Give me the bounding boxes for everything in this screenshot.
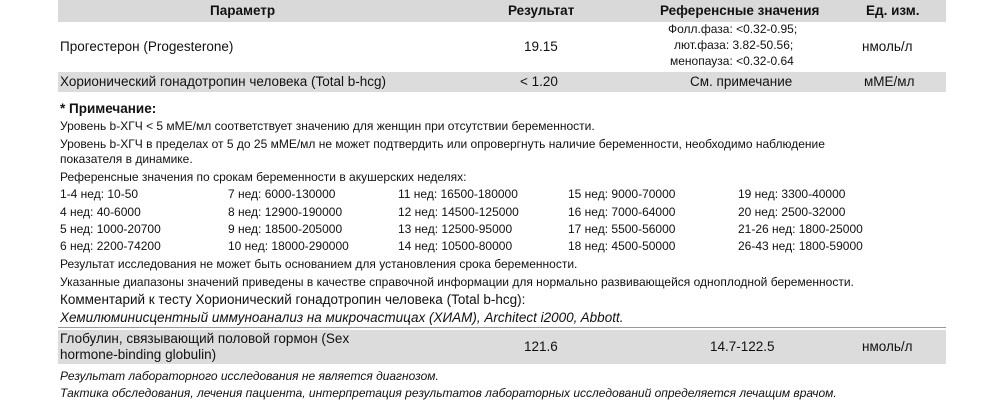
comment-title: Комментарий к тесту Хорионический гонадотропин человека (Total b-hcg): (60, 292, 526, 307)
shbg-ref: 14.7-122.5 (710, 339, 775, 354)
week-cell: 19 нед: 3300-40000 (738, 187, 846, 201)
note-after-line: Указанные диапазоны значений приведены в качестве справочной информации для нормально развивающейся одноплодной беременности. (60, 275, 854, 289)
shbg-name-1: Глобулин, связывающий половой гормон (Sex (60, 331, 350, 346)
week-cell: 20 нед: 2500-32000 (738, 205, 846, 219)
note-line: Уровень b-ХГЧ в пределах от 5 до 25 мМЕ/мл не может подтвердить или опровергнуть наличие беременности, необходимо наблюдение (60, 137, 825, 151)
hcg-result: < 1.20 (520, 74, 558, 89)
progesterone-name: Прогестерон (Progesterone) (60, 39, 234, 54)
week-cell: 12 нед: 14500-125000 (398, 205, 519, 219)
week-cell: 6 нед: 2200-74200 (60, 239, 161, 253)
progesterone-result: 19.15 (524, 39, 558, 54)
note-after-line: Результат исследования не может быть основанием для установления срока беременности. (60, 257, 578, 271)
header-reference: Референсные значения (660, 3, 820, 18)
week-cell: 8 нед: 12900-190000 (228, 205, 343, 219)
week-cell: 16 нед: 7000-64000 (568, 205, 676, 219)
week-cell: 18 нед: 4500-50000 (568, 239, 676, 253)
note-line: Референсные значения по срокам беременности в акушерских неделях: (60, 170, 467, 184)
footer-line: Результат лабораторного исследования не является диагнозом. (60, 369, 439, 383)
week-cell: 26-43 нед: 1800-59000 (738, 239, 863, 253)
hcg-name: Хорионический гонадотропин человека (Total b-hcg) (60, 74, 387, 89)
note-line: Уровень b-ХГЧ < 5 мМЕ/мл соответствует значению для женщин при отсутствии беременности. (60, 119, 595, 133)
week-cell: 7 нед: 6000-130000 (228, 187, 336, 201)
divider (58, 327, 946, 328)
progesterone-ref-1: Фолл.фаза: <0.32-0.95; (668, 22, 798, 36)
header-param: Параметр (210, 3, 276, 18)
header-result: Результат (508, 3, 575, 18)
week-cell: 9 нед: 18500-205000 (228, 222, 343, 236)
week-cell: 13 нед: 12500-95000 (398, 222, 513, 236)
shbg-result: 121.6 (524, 339, 558, 354)
shbg-unit: нмоль/л (862, 339, 913, 354)
shbg-name-2: hormone-binding globulin) (60, 347, 217, 362)
footer-line: Тактика обследования, лечения пациента, интерпретация результатов лабораторных исследований определяется лечащим врачом. (60, 386, 837, 400)
week-cell: 21-26 нед: 1800-25000 (738, 222, 863, 236)
week-cell: 17 нед: 5500-56000 (568, 222, 676, 236)
week-cell: 14 нед: 10500-80000 (398, 239, 513, 253)
hcg-unit: мМЕ/мл (864, 74, 915, 89)
progesterone-unit: нмоль/л (862, 39, 913, 54)
week-cell: 1-4 нед: 10-50 (60, 187, 139, 201)
progesterone-ref-2: лют.фаза: 3.82-50.56; (674, 38, 794, 52)
week-cell: 4 нед: 40-6000 (60, 205, 141, 219)
header-unit: Ед. изм. (866, 3, 920, 18)
table-header (58, 0, 946, 22)
note-title: * Примечание: (60, 101, 157, 116)
method-text: Хемилюминисцентный иммуноанализ на микрочастицах (ХИАМ), Architect i2000, Abbott. (60, 310, 624, 325)
progesterone-ref-3: менопауза: <0.32-0.64 (670, 54, 794, 68)
week-cell: 10 нед: 18000-290000 (228, 239, 349, 253)
week-cell: 11 нед: 16500-180000 (398, 187, 518, 201)
week-cell: 5 нед: 1000-20700 (60, 222, 161, 236)
week-cell: 15 нед: 9000-70000 (568, 187, 676, 201)
hcg-ref: См. примечание (690, 74, 793, 89)
note-line: показателя в динамике. (60, 152, 193, 166)
